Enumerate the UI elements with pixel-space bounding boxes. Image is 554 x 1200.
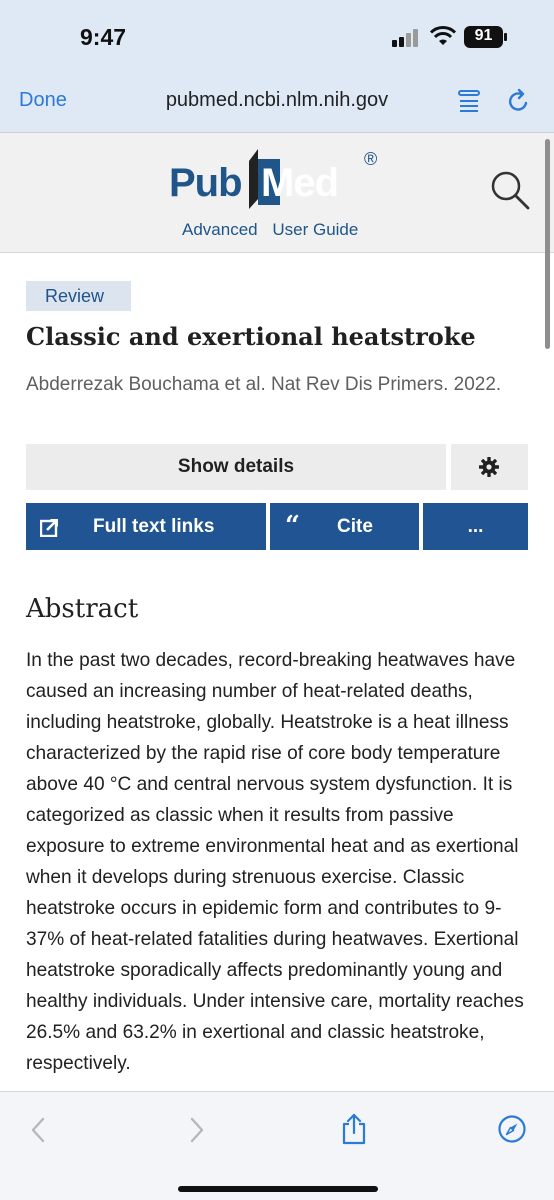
full-text-links-label: Full text links <box>93 516 215 537</box>
registered-mark: ® <box>364 149 378 169</box>
gear-icon <box>479 457 499 477</box>
abstract-text: In the past two decades, record-breaking heatwaves have caused an increasing number of heat-related deaths, including heatstroke, globally. Heatstroke is a heat illness characterized by the rapid rise of core body temperature above 40 °C and central nervous system dysfunction. It is categorized as classic when it results from passive exposure to extreme environmental heat and as exertional when it develops during strenuous exercise. Classic heatstroke occurs in epidemic form and contributes to 9-37% of heat-related fatalities during heatwaves. Exertional heatstroke sporadically affects predominantly young and healthy individuals. Under intensive care, mortality reaches 26.5% and 63.2% in exertional and classic heatstroke, respectively. <box>26 650 524 1074</box>
battery-indicator <box>464 26 508 48</box>
cite-button[interactable] <box>270 503 419 550</box>
done-button[interactable]: Done <box>19 89 67 111</box>
browser-chrome <box>0 0 554 133</box>
battery-level: 91 <box>474 27 493 44</box>
reader-view-icon[interactable] <box>457 89 481 113</box>
url-bar[interactable]: pubmed.ncbi.nlm.nih.gov <box>165 89 389 111</box>
wifi-icon <box>430 26 456 46</box>
chevron-left-icon[interactable] <box>29 1116 47 1144</box>
logo-med-overlay <box>261 159 361 205</box>
search-icon[interactable] <box>489 169 531 211</box>
cellular-signal-icon <box>392 29 420 47</box>
abstract-heading: Abstract <box>26 594 139 624</box>
pubmed-links <box>182 220 368 240</box>
pubmed-header <box>0 133 554 253</box>
article-title: Classic and exertional heatstroke <box>26 322 476 351</box>
chevron-right-icon[interactable] <box>188 1116 206 1144</box>
external-link-icon <box>40 517 60 537</box>
home-indicator <box>178 1186 378 1192</box>
article-type-badge: Review <box>26 281 131 311</box>
full-text-links-button[interactable] <box>26 503 266 550</box>
reload-icon[interactable] <box>507 88 531 114</box>
show-details-button[interactable]: Show details <box>26 444 446 490</box>
more-actions-button[interactable]: ... <box>423 503 528 550</box>
share-icon[interactable] <box>340 1113 368 1145</box>
scrollbar-thumb[interactable] <box>545 139 550 349</box>
safari-toolbar <box>0 1091 554 1200</box>
logo-pub-text: Pub <box>169 161 242 205</box>
status-time: 9:47 <box>80 24 127 50</box>
compass-icon[interactable] <box>497 1114 527 1144</box>
advanced-link[interactable]: Advanced <box>182 220 258 239</box>
user-guide-link[interactable]: User Guide <box>272 220 359 239</box>
cite-label: Cite <box>337 516 373 537</box>
article-citation[interactable]: Abderrezak Bouchama et al. Nat Rev Dis Primers. 2022. <box>26 374 502 395</box>
quote-icon: “ <box>285 511 300 541</box>
logo-med-text: Med <box>261 161 338 205</box>
display-options-button[interactable] <box>451 444 528 490</box>
